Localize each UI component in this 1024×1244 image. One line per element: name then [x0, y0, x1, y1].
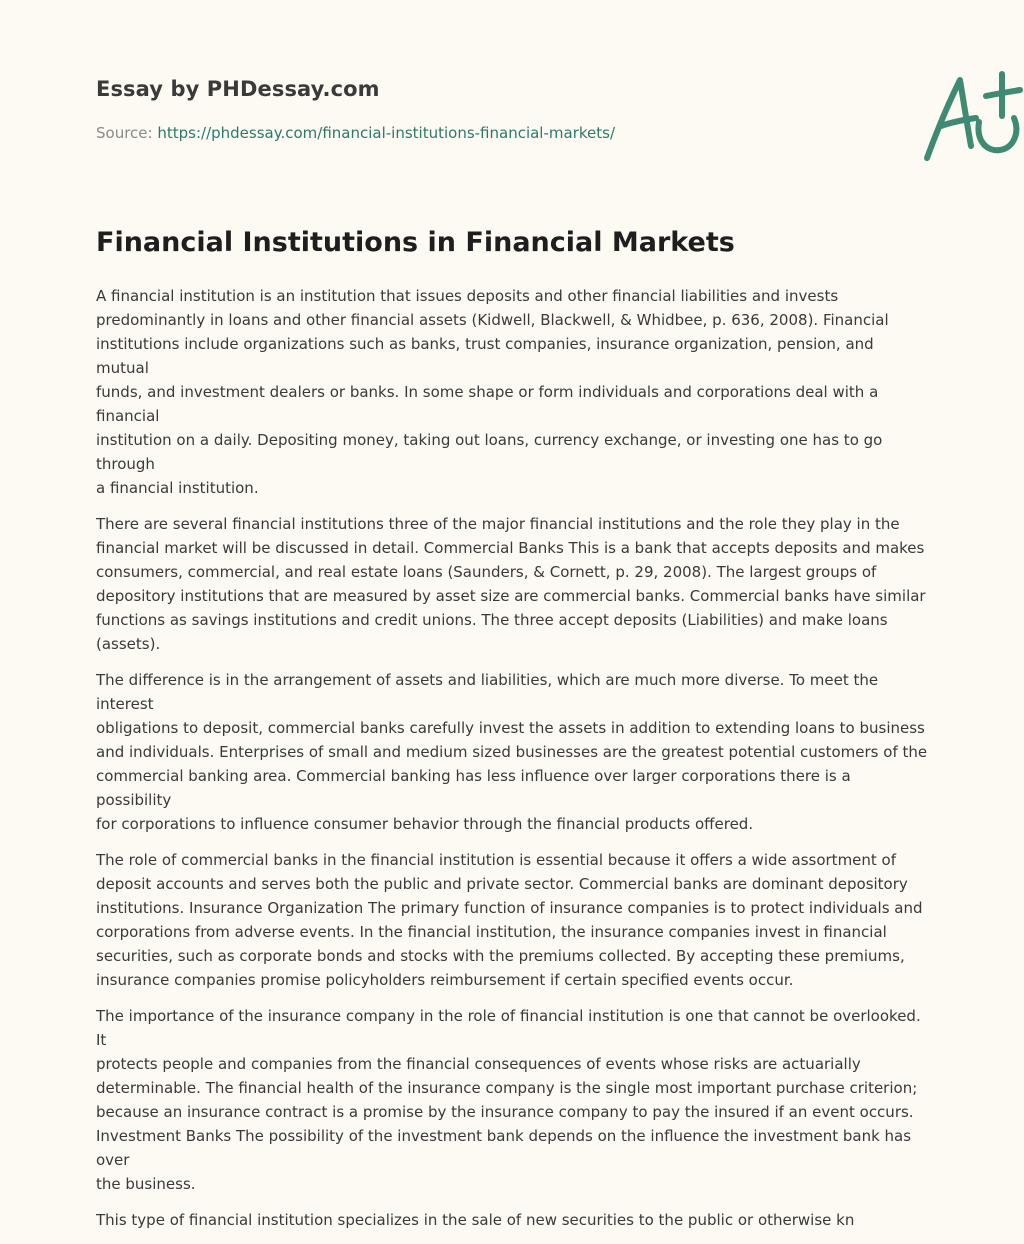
source-line: [96, 124, 615, 142]
site-title: Essay by PHDessay.com: [96, 77, 380, 101]
essay-paragraph: The difference is in the arrangement of assets and liabilities, which are much more diverse. To meet the interest obligations to deposit, commercial banks carefully invest the assets in addition to extending loans to business and individuals. Enterprises of small and medium sized businesses are the greatest potential customers of the commercial banking area. Commercial banking has less influence over larger corporations there is a possibility for corporations to influence consumer behavior through the financial products offered.: [96, 671, 928, 833]
essay-paragraph: The role of commercial banks in the financial institution is essential because it offers a wide assortment of deposit accounts and serves both the public and private sector. Commercial banks are dominant depository institutions. Insurance Organization The primary function of insurance companies is to protect individuals and corporations from adverse events. In the financial institution, the insurance companies invest in financial securities, such as corporate bonds and stocks with the premiums collected. By accepting these premiums, insurance companies promise policyholders reimbursement if certain specified events occur.: [96, 851, 923, 989]
essay-paragraph: This type of financial institution specializes in the sale of new securities to the public or otherwise kn: [96, 1211, 855, 1229]
a-plus-logo-icon: [916, 68, 1024, 164]
source-link[interactable]: https://phdessay.com/financial-institutions-financial-markets/: [157, 124, 615, 142]
essay-title: Financial Institutions in Financial Markets: [96, 227, 735, 258]
essay-body: [96, 284, 928, 1244]
essay-paragraph: The importance of the insurance company in the role of financial institution is one that cannot be overlooked. It protects people and companies from the financial consequences of events whose risks are actuarially determinable. The financial health of the insurance company is the single most important purchase criterion; because an insurance contract is a promise by the insurance company to pay the insured if an event occurs. Investment Banks The possibility of the investment bank depends on the influence the investment bank has over the business.: [96, 1007, 921, 1193]
essay-paragraph: There are several financial institutions three of the major financial institutions and the role they play in the financial market will be discussed in detail. Commercial Banks This is a bank that accepts deposits and makes consumers, commercial, and real estate loans (Saunders, & Cornett, p. 29, 2008). The largest groups of depository institutions that are measured by asset size are commercial banks. Commercial banks have similar functions as savings institutions and credit unions. The three accept deposits (Liabilities) and make loans (assets).: [96, 515, 926, 653]
essay-paragraph: A financial institution is an institution that issues deposits and other financial liabilities and invests predominantly in loans and other financial assets (Kidwell, Blackwell, & Whidbee, p. 636, 2008). Financial institutions include organizations such as banks, trust companies, insurance organization, pension, and mutual funds, and investment dealers or banks. In some shape or form individuals and corporations deal with a financial institution on a daily. Depositing money, taking out loans, currency exchange, or investing one has to go through a financial institution.: [96, 287, 889, 497]
source-label: Source:: [96, 124, 153, 142]
